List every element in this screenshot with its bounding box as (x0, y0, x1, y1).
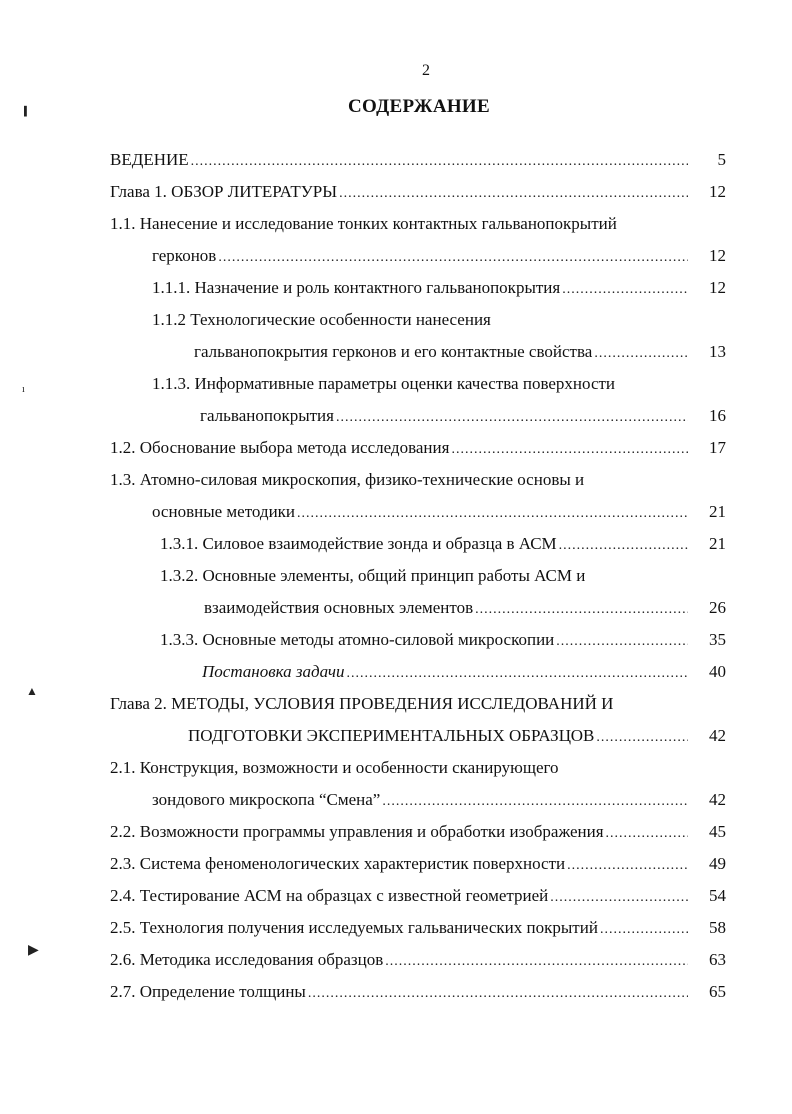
toc-entry-page: 65 (709, 982, 726, 1001)
leader-dots (336, 410, 688, 426)
toc-entry-title: 2.4. Тестирование АСМ на образцах с известной геометрией (110, 886, 549, 905)
toc-entry[interactable] (110, 822, 726, 846)
toc-entry-continuation[interactable] (188, 726, 726, 750)
toc-entry-continuation[interactable] (204, 598, 726, 622)
toc-entry-page: 58 (709, 918, 726, 937)
page-number: 2 (422, 62, 430, 79)
toc-entry-page: 12 (709, 278, 726, 297)
toc-entry-page: 42 (709, 726, 726, 745)
toc-entry[interactable] (110, 758, 726, 782)
toc-entry-title-cont: основные методики (152, 502, 296, 521)
toc-entry-page: 49 (709, 854, 726, 873)
toc-entry-title-cont: герконов (152, 246, 217, 265)
toc-entry-title: Глава 1. ОБЗОР ЛИТЕРАТУРЫ (110, 182, 338, 201)
toc-entry-page: 21 (709, 502, 726, 521)
toc-entry-page: 17 (709, 438, 726, 457)
leader-dots (475, 602, 688, 618)
toc-entry-title: Глава 2. МЕТОДЫ, УСЛОВИЯ ПРОВЕДЕНИЯ ИССЛЕДОВАНИЙ И (110, 694, 614, 713)
toc-entry-title: 1.1. Нанесение и исследование тонких контактных гальванопокрытий (110, 214, 617, 233)
toc-entry[interactable] (152, 278, 726, 302)
toc-entry[interactable] (160, 534, 726, 558)
leader-dots (191, 154, 688, 170)
toc-entry-title: ВЕДЕНИЕ (110, 150, 189, 169)
toc-entry-title: 2.6. Методика исследования образцов (110, 950, 384, 969)
toc-entry-page: 13 (709, 342, 726, 361)
toc-entry-page: 63 (709, 950, 726, 969)
toc-entry-page: 42 (709, 790, 726, 809)
toc-entry[interactable] (110, 470, 726, 494)
toc-entry-title: 1.1.1. Назначение и роль контактного гальванопокрытия (152, 278, 561, 297)
toc-entry[interactable] (202, 662, 726, 686)
toc-entry-title: 2.3. Система феноменологических характеристик поверхности (110, 854, 566, 873)
toc-entry-title-cont: взаимодействия основных элементов (204, 598, 474, 617)
toc-entry-title: 1.3. Атомно-силовая микроскопия, физико-технические основы и (110, 470, 585, 489)
toc-entry-page: 35 (709, 630, 726, 649)
leader-dots (347, 666, 688, 682)
toc-entry-title: 2.5. Технология получения исследуемых гальванических покрытий (110, 918, 598, 937)
toc-entry-continuation[interactable] (194, 342, 726, 366)
leader-dots (596, 730, 688, 746)
toc-entry[interactable] (152, 374, 726, 398)
toc-entry[interactable] (110, 694, 726, 718)
toc-entry-page: 16 (709, 406, 726, 425)
leader-dots (308, 986, 688, 1002)
toc-entry[interactable] (152, 310, 726, 334)
toc-entry-title-cont: гальванопокрытия (200, 406, 334, 425)
toc-entry-page: 40 (709, 662, 726, 681)
toc-entry-page: 26 (709, 598, 726, 617)
toc-entry-page: 12 (709, 182, 726, 201)
toc-entry-title: 2.1. Конструкция, возможности и особенности сканирующего (110, 758, 559, 777)
toc-entry[interactable] (110, 150, 726, 174)
toc-entry[interactable] (110, 438, 726, 462)
scan-mark: ╻ (20, 96, 31, 116)
toc-entry-title: 1.3.1. Силовое взаимодействие зонда и образца в АСМ (160, 534, 557, 553)
scan-mark: ▶ (28, 943, 39, 958)
leader-dots (567, 858, 688, 874)
toc-entry-continuation[interactable] (152, 502, 726, 526)
toc-entry-title-cont: гальванопокрытия герконов и его контактные свойства (194, 342, 593, 361)
toc-entry[interactable] (110, 182, 726, 206)
toc-entry[interactable] (110, 918, 726, 942)
toc-entry-page: 21 (709, 534, 726, 553)
leader-dots (297, 506, 688, 522)
leader-dots (451, 442, 688, 458)
toc-entry[interactable] (160, 630, 726, 654)
leader-dots (550, 890, 688, 906)
toc-entry[interactable] (110, 214, 726, 238)
toc-entry-continuation[interactable] (152, 790, 726, 814)
toc-entry-continuation[interactable] (200, 406, 726, 430)
toc-entry[interactable] (110, 950, 726, 974)
toc-entry[interactable] (110, 982, 726, 1006)
leader-dots (556, 634, 688, 650)
toc-entry-title: 2.7. Определение толщины (110, 982, 306, 1001)
toc-entry-page: 5 (717, 150, 726, 169)
leader-dots (594, 346, 688, 362)
scan-mark: ▲ (26, 684, 38, 698)
toc-entry-title: 1.2. Обоснование выбора метода исследования (110, 438, 450, 457)
toc-entry-title: 1.1.2 Технологические особенности нанесения (152, 310, 491, 329)
leader-dots (559, 538, 688, 554)
toc-entry-page: 54 (709, 886, 726, 905)
toc-entry-title: 2.2. Возможности программы управления и обработки изображения (110, 822, 604, 841)
toc-entry-title: 1.1.3. Информативные параметры оценки качества поверхности (152, 374, 616, 393)
toc-entry-continuation[interactable] (152, 246, 726, 270)
toc-entry-page: 45 (709, 822, 726, 841)
toc-entry[interactable] (160, 566, 726, 590)
toc-entry-title: 1.3.3. Основные методы атомно-силовой микроскопии (160, 630, 555, 649)
leader-dots (562, 282, 688, 298)
page-title: СОДЕРЖАНИЕ (348, 96, 490, 117)
toc-entry-page: 12 (709, 246, 726, 265)
toc-entry[interactable] (110, 886, 726, 910)
leader-dots (339, 186, 688, 202)
leader-dots (385, 954, 688, 970)
toc-entry[interactable] (110, 854, 726, 878)
toc-entry-title-cont: ПОДГОТОВКИ ЭКСПЕРИМЕНТАЛЬНЫХ ОБРАЗЦОВ (188, 726, 595, 745)
toc-entry-title: 1.3.2. Основные элементы, общий принцип работы АСМ и (160, 566, 586, 585)
leader-dots (606, 826, 688, 842)
scan-mark: ı (22, 384, 25, 395)
toc-entry-title-cont: зондового микроскопа “Смена” (152, 790, 381, 809)
leader-dots (218, 250, 688, 266)
toc-entry-title: Постановка задачи (202, 662, 345, 681)
leader-dots (382, 794, 688, 810)
leader-dots (600, 922, 688, 938)
